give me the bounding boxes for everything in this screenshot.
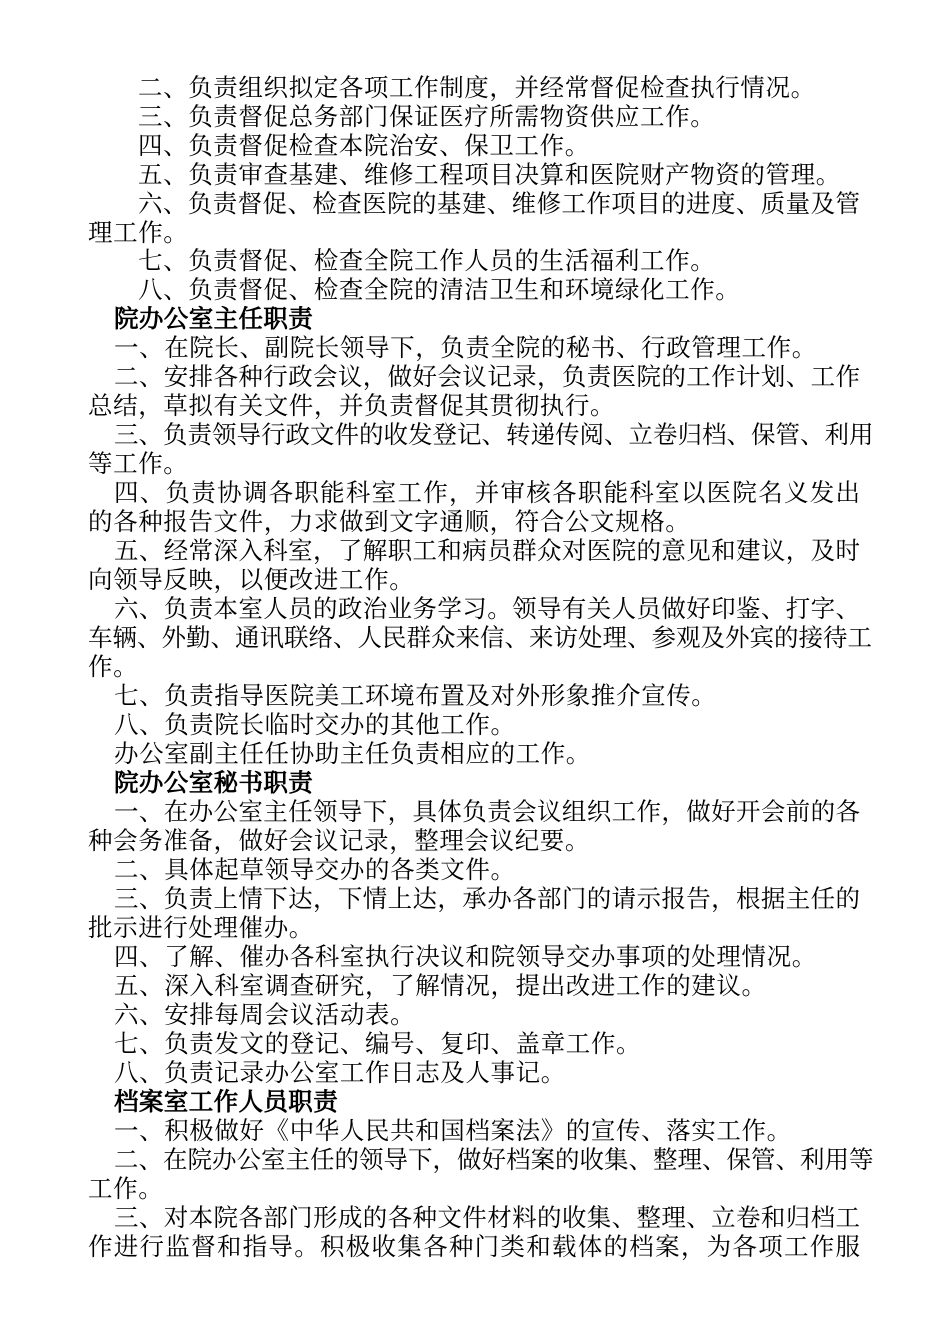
text-line: 二、在院办公室主任的领导下，做好档案的收集、整理、保管、利用等 — [114, 1145, 874, 1174]
section-heading: 院办公室主任职责 — [114, 304, 314, 333]
text-line: 七、负责督促、检查全院工作人员的生活福利工作。 — [138, 246, 716, 275]
text-line: 批示进行处理催办。 — [88, 913, 314, 942]
text-line: 二、负责组织拟定各项工作制度，并经常督促检查执行情况。 — [138, 73, 816, 102]
text-line: 六、负责督促、检查医院的基建、维修工作项目的进度、质量及管 — [138, 189, 860, 218]
text-line: 六、安排每周会议活动表。 — [114, 1000, 416, 1029]
text-line: 车辆、外勤、通讯联络、人民群众来信、来访处理、参观及外宾的接待工 — [88, 623, 872, 652]
text-line: 等工作。 — [88, 449, 189, 478]
text-line: 三、对本院各部门形成的各种文件材料的收集、整理、立卷和归档工 — [114, 1203, 860, 1232]
text-line: 四、负责督促检查本院治安、保卫工作。 — [138, 131, 590, 160]
text-line: 七、负责发文的登记、编号、复印、盖章工作。 — [114, 1029, 642, 1058]
text-line: 作。 — [88, 652, 139, 681]
text-line: 作进行监督和指导。积极收集各种门类和载体的档案，为各项工作服 — [88, 1232, 860, 1261]
text-line: 七、负责指导医院美工环境布置及对外形象推介宣传。 — [114, 681, 717, 710]
section-heading: 档案室工作人员职责 — [114, 1087, 339, 1116]
text-line: 五、经常深入科室，了解职工和病员群众对医院的意见和建议，及时 — [114, 536, 860, 565]
text-line: 三、负责领导行政文件的收发登记、转递传阅、立卷归档、保管、利用 — [114, 420, 874, 449]
text-line: 八、负责督促、检查全院的清洁卫生和环境绿化工作。 — [138, 275, 741, 304]
text-line: 理工作。 — [88, 218, 189, 247]
text-line: 八、负责记录办公室工作日志及人事记。 — [114, 1058, 566, 1087]
text-line: 五、深入科室调查研究，了解情况，提出改进工作的建议。 — [114, 971, 767, 1000]
text-line: 总结，草拟有关文件，并负责督促其贯彻执行。 — [88, 391, 616, 420]
text-line: 五、负责审查基建、维修工程项目决算和医院财产物资的管理。 — [138, 160, 841, 189]
section-heading: 院办公室秘书职责 — [114, 768, 314, 797]
text-line: 二、具体起草领导交办的各类文件。 — [114, 855, 516, 884]
text-line: 六、负责本室人员的政治业务学习。领导有关人员做好印鉴、打字、 — [114, 594, 860, 623]
text-line: 四、了解、催办各科室执行决议和院领导交办事项的处理情况。 — [114, 942, 817, 971]
text-line: 办公室副主任任协助主任负责相应的工作。 — [114, 739, 591, 768]
text-line: 工作。 — [88, 1174, 164, 1203]
text-line: 三、负责上情下达，下情上达，承办各部门的请示报告，根据主任的 — [114, 884, 860, 913]
text-line: 三、负责督促总务部门保证医疗所需物资供应工作。 — [138, 102, 716, 131]
text-line: 向领导反映，以便改进工作。 — [88, 565, 415, 594]
text-line: 种会务准备，做好会议记录，整理会议纪要。 — [88, 826, 590, 855]
text-line: 八、负责院长临时交办的其他工作。 — [114, 710, 516, 739]
text-line: 二、安排各种行政会议，做好会议记录，负责医院的工作计划、工作 — [114, 362, 860, 391]
text-line: 一、积极做好《中华人民共和国档案法》的宣传、落实工作。 — [114, 1116, 792, 1145]
text-line: 一、在院长、副院长领导下，负责全院的秘书、行政管理工作。 — [114, 333, 817, 362]
text-line: 四、负责协调各职能科室工作，并审核各职能科室以医院名义发出 — [114, 478, 860, 507]
text-line: 一、在办公室主任领导下，具体负责会议组织工作，做好开会前的各 — [114, 797, 860, 826]
text-line: 的各种报告文件，力求做到文字通顺，符合公文规格。 — [88, 507, 691, 536]
